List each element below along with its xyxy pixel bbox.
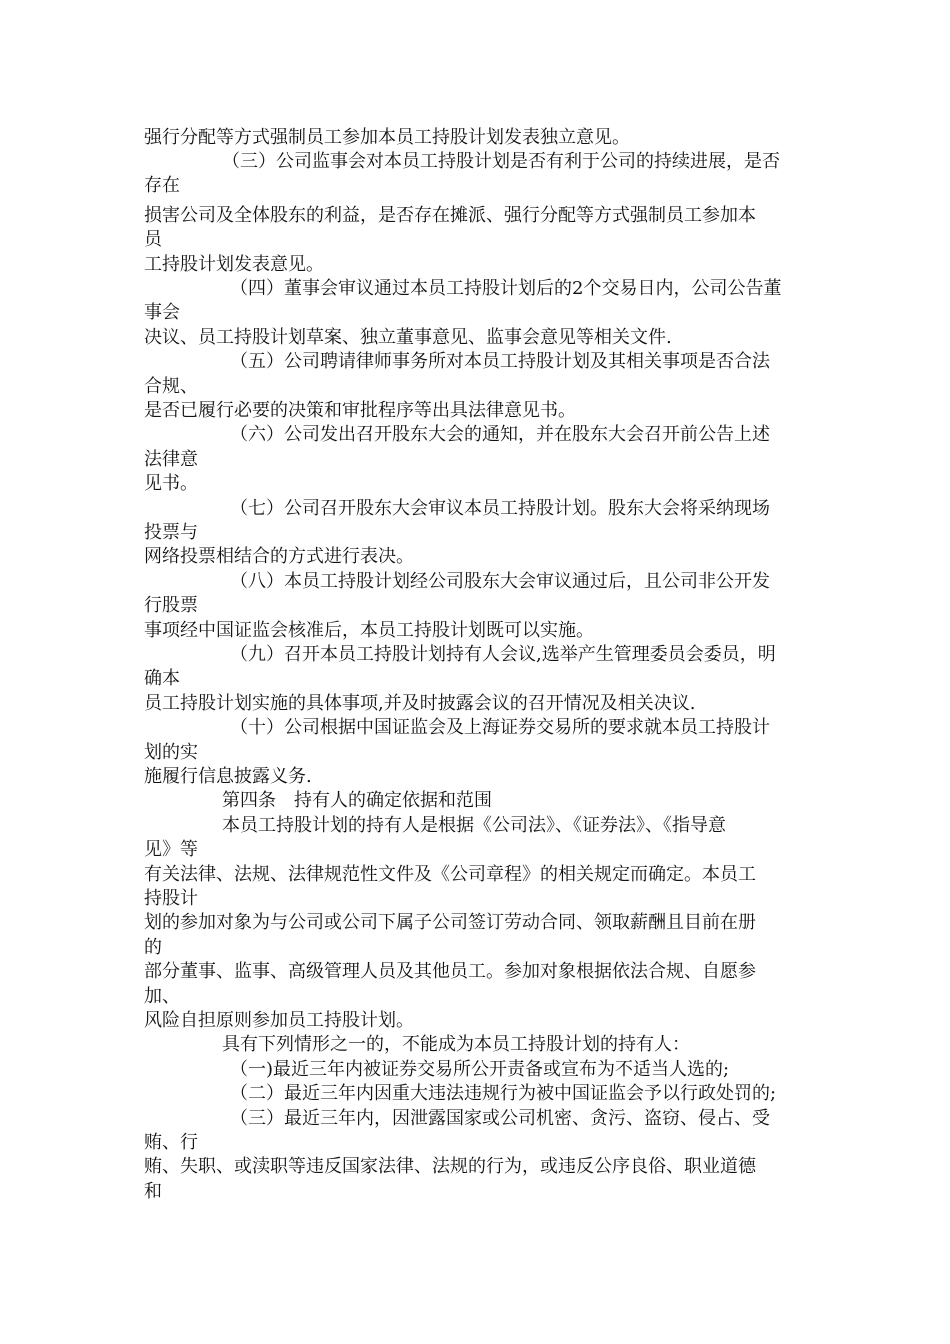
text-line: 员工持股计划实施的具体事项,并及时披露会议的召开情况及相关决议. — [144, 693, 696, 714]
text-line: 员 — [144, 229, 162, 250]
text-line: （十）公司根据中国证监会及上海证券交易所的要求就本员工持股计 — [230, 717, 770, 738]
text-line: 是否已履行必要的决策和审批程序等出具法律意见书。 — [144, 400, 576, 421]
text-line: 强行分配等方式强制员工参加本员工持股计划发表独立意见。 — [144, 127, 630, 148]
text-line: 法律意 — [144, 449, 198, 470]
text-line: 决议、员工持股计划草案、独立董事意见、监事会意见等相关文件. — [144, 327, 672, 348]
text-line: 本员工持股计划的持有人是根据《公司法》、《证券法》、《指导意 — [222, 815, 726, 836]
text-line: 具有下列情形之一的，不能成为本员工持股计划的持有人： — [222, 1034, 690, 1055]
text-line: 事项经中国证监会核准后，本员工持股计划既可以实施。 — [144, 620, 594, 641]
text-line: 损害公司及全体股东的利益，是否存在摊派、强行分配等方式强制员工参加本 — [144, 205, 756, 226]
text-line: 持股计 — [144, 888, 198, 909]
text-line: 网络投票相结合的方式进行表决。 — [144, 546, 414, 567]
text-line: 合规、 — [144, 376, 198, 397]
section-heading: 第四条 持有人的确定依据和范围 — [222, 790, 492, 811]
text-line: （三）最近三年内，因泄露国家或公司机密、贪污、盗窃、侵占、受 — [230, 1108, 770, 1129]
text-line: （九）召开本员工持股计划持有人会议,选举产生管理委员会委员，明 — [230, 644, 776, 665]
text-line: 存在 — [144, 175, 180, 196]
text-line: 贿、失职、或渎职等违反国家法律、法规的行为，或违反公序良俗、职业道德 — [144, 1156, 756, 1177]
text-line: （一)最近三年内被证券交易所公开责备或宣布为不适当人选的; — [230, 1059, 730, 1080]
text-line: 的 — [144, 937, 162, 958]
text-line: （八）本员工持股计划经公司股东大会审议通过后，且公司非公开发 — [230, 571, 770, 592]
text-line: 部分董事、监事、高级管理人员及其他员工。参加对象根据依法合规、自愿参 — [144, 961, 756, 982]
text-line: 贿、行 — [144, 1132, 198, 1153]
text-line: （四）董事会审议通过本员工持股计划后的2个交易日内，公司公告董 — [230, 278, 782, 299]
text-line: 见书。 — [144, 473, 198, 494]
text-line: 事会 — [144, 302, 180, 323]
text-line: 和 — [144, 1181, 162, 1202]
text-line: （二）最近三年内因重大违法违规行为被中国证监会予以行政处罚的; — [230, 1083, 777, 1104]
text-line: （三）公司监事会对本员工持股计划是否有利于公司的持续进展，是否 — [222, 151, 780, 172]
text-line: 风险自担原则参加员工持股计划。 — [144, 1010, 414, 1031]
text-line: 工持股计划发表意见。 — [144, 254, 324, 275]
text-line: 有关法律、法规、法律规范性文件及《公司章程》的相关规定而确定。本员工 — [144, 864, 756, 885]
text-line: （七）公司召开股东大会审议本员工持股计划。股东大会将采纳现场 — [230, 498, 770, 519]
text-line: 划的实 — [144, 742, 198, 763]
text-line: 见》等 — [144, 839, 198, 860]
text-line: 划的参加对象为与公司或公司下属子公司签订劳动合同、领取薪酬且目前在册 — [144, 912, 756, 933]
text-line: 施履行信息披露义务. — [144, 766, 312, 787]
text-line: 投票与 — [144, 522, 198, 543]
text-line: （六）公司发出召开股东大会的通知，并在股东大会召开前公告上述 — [230, 424, 770, 445]
text-line: 确本 — [144, 668, 180, 689]
text-line: 加、 — [144, 986, 180, 1007]
text-line: （五）公司聘请律师事务所对本员工持股计划及其相关事项是否合法 — [230, 351, 770, 372]
text-line: 行股票 — [144, 595, 198, 616]
